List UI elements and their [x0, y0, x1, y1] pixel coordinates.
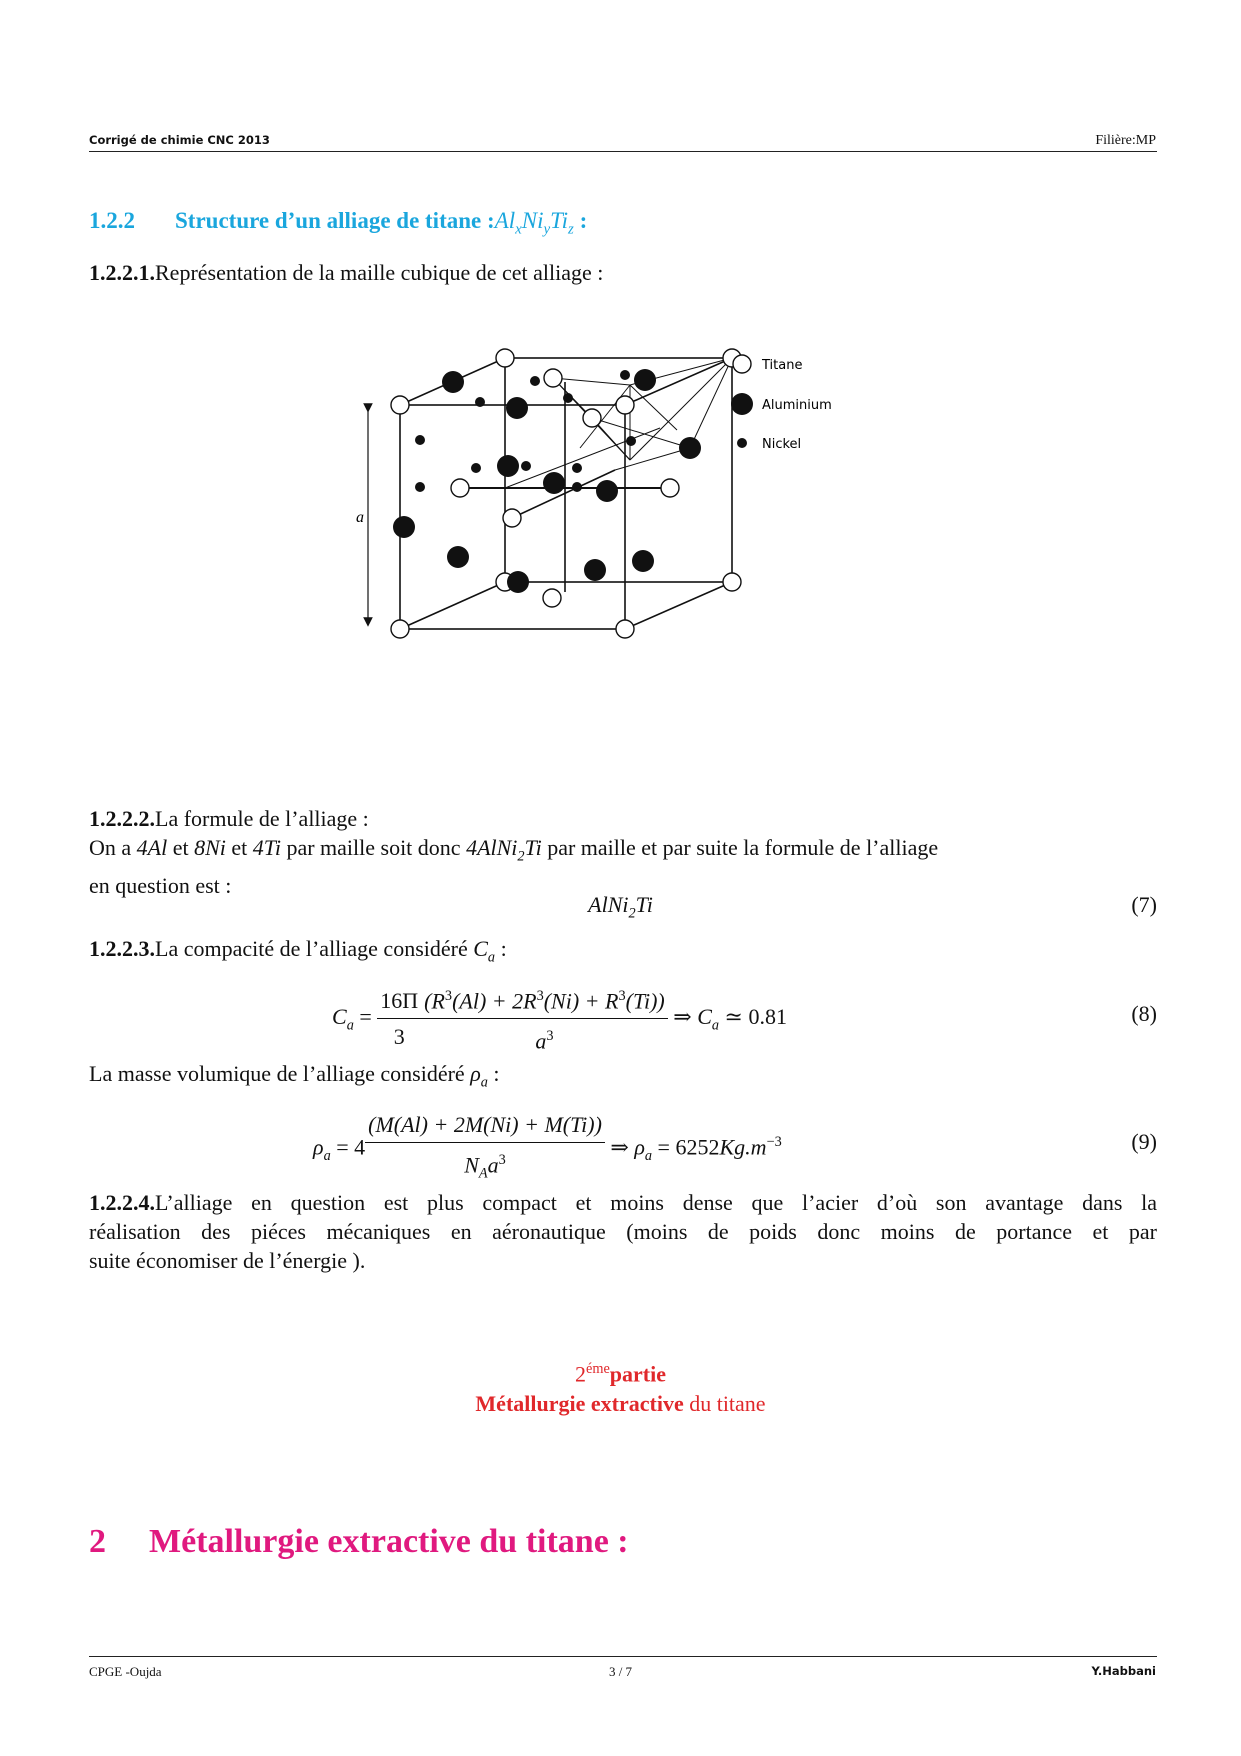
titanium-atom — [661, 479, 679, 497]
equation-8-number: (8) — [1131, 1001, 1157, 1026]
equation-7-number: (7) — [1131, 892, 1157, 917]
question-4: 1.2.2.4.L’alliage en question est plus compact et moins dense que l’acier d’où son avantage dans la réalisation des piéces mécaniques en aéronautique (moins de poids donc moins de portance et par suite économiser de l’énergie ). — [89, 1190, 1157, 1273]
legend-aluminium: Aluminium — [762, 398, 832, 413]
nickel-atom — [572, 482, 582, 492]
section-heading — [89, 1523, 629, 1561]
aluminium-atom — [679, 437, 701, 459]
aluminium-atom — [543, 472, 565, 494]
nickel-atom — [521, 461, 531, 471]
question-1-text: Représentation de la maille cubique de cet alliage : — [155, 260, 604, 285]
nickel-atom — [475, 397, 485, 407]
subsection-heading: 1.2.2 Structure d’un alliage de titane $:Al_xNi_yTi_z$ : — [89, 208, 588, 238]
footer-left: CPGE -Oujda — [89, 1664, 162, 1679]
aluminium-atom — [596, 480, 618, 502]
nickel-atom — [563, 393, 573, 403]
equation-7: AlNi$_2$Ti — [588, 892, 653, 922]
equation-8: $C_a$ = $\frac{16\Pi}{3}$ $\frac{(R^3(Al) + 2R^3(Ni) + R^3(Ti))}{a^3}$ ⇒ $C_a$ ≃ 0.81 — [332, 982, 787, 1056]
header-right: Filière:MP — [1095, 133, 1156, 148]
titanium-atom — [616, 620, 634, 638]
titanium-atom — [391, 396, 409, 414]
part-banner: $2^{éme}partie$ — [574, 1361, 666, 1387]
question-2-text: La formule de l’alliage : — [155, 806, 369, 831]
question-2-paragraph: On a 4Al et 8Ni et 4Ti par maille soit donc 4AlNi$_2$Ti par maille et par suite la formule de l’alliage — [89, 835, 939, 865]
nickel-atom — [415, 435, 425, 445]
fraction-masses: $\frac{(M(Al) + 2M(Ni) + M(Ti))}{N_Aa^3}$ — [365, 1110, 605, 1189]
titanium-atom — [496, 349, 514, 367]
legend-nickel-icon — [737, 438, 747, 448]
question-4-label: 1.2.2.4. — [89, 1190, 155, 1215]
aluminium-atom — [507, 571, 529, 593]
legend-titanium: Titane — [762, 358, 803, 373]
aluminium-atom — [632, 550, 654, 572]
equation-9: $\rho_a = 4$ $\frac{(M(Al) + 2M(Ni) + M(Ti))}{N_Aa^3}$ ⇒ $\rho_a = 6252Kg.m^{-3}$ — [313, 1110, 782, 1189]
fraction-radii: $\frac{(R^3(Al) + 2R^3(Ni) + R^3(Ti))}{a^3}$ — [421, 982, 668, 1056]
question-3-label: 1.2.2.3. — [89, 936, 155, 961]
page-number: 3 / 7 — [608, 1664, 633, 1679]
tetrahedron-lines — [505, 358, 732, 488]
nickel-atom — [620, 370, 630, 380]
titanium-atom — [616, 396, 634, 414]
aluminium-atom — [393, 516, 415, 538]
nickel-atom — [530, 376, 540, 386]
subsection-number: 1.2.2 — [89, 208, 135, 233]
aluminium-atom — [447, 546, 469, 568]
titanium-atom — [723, 573, 741, 591]
titanium-atom — [543, 589, 561, 607]
legend-nickel: Nickel — [762, 437, 802, 452]
dimension-label: a — [356, 509, 364, 526]
legend-aluminium-icon — [731, 393, 753, 415]
nickel-atom — [471, 463, 481, 473]
aluminium-atom — [584, 559, 606, 581]
question-2-paragraph-end: en question est : — [89, 873, 232, 899]
question-2-label: 1.2.2.2. — [89, 806, 155, 831]
titanium-atom — [503, 509, 521, 527]
equation-9-number: (9) — [1131, 1129, 1157, 1154]
titanium-atom — [583, 409, 601, 427]
aluminium-atom — [634, 369, 656, 391]
header-rule — [89, 151, 1157, 152]
figure-legend — [731, 355, 832, 452]
footer-rule — [89, 1656, 1157, 1657]
nickel-atom — [572, 463, 582, 473]
aluminium-atom — [506, 397, 528, 419]
titanium-atom — [544, 369, 562, 387]
part-title: Métallurgie extractive du titane — [475, 1391, 766, 1416]
section-title: Métallurgie extractive du titane : — [149, 1523, 629, 1560]
nickel-atom — [415, 482, 425, 492]
fraction-16pi-3: $\frac{16\Pi}{3}$ — [377, 986, 421, 1051]
section-number: 2 — [89, 1523, 106, 1560]
aluminium-atoms — [393, 369, 701, 593]
aluminium-atom — [442, 371, 464, 393]
density-text: La masse volumique de l’alliage considéré $\rho_a$ : — [89, 1061, 500, 1091]
alloy-formula: $Al_xNi_yTi_z$ — [494, 208, 574, 238]
legend-titanium-icon — [733, 355, 751, 373]
footer-right: Y.Habbani — [1091, 1664, 1156, 1678]
header-left: Corrigé de chimie CNC 2013 — [89, 133, 270, 147]
cubic-cell-figure — [340, 330, 960, 650]
question-3: 1.2.2.3.La compacité de l’alliage considéré $C_a$ : — [89, 936, 507, 966]
question-1-label: 1.2.2.1. — [89, 260, 155, 285]
titanium-atom — [451, 479, 469, 497]
subsection-title: Structure d’un alliage de titane : — [175, 208, 495, 233]
question-1 — [89, 258, 603, 287]
question-2 — [89, 804, 1159, 900]
titanium-atom — [391, 620, 409, 638]
nickel-atom — [626, 436, 636, 446]
aluminium-atom — [497, 455, 519, 477]
